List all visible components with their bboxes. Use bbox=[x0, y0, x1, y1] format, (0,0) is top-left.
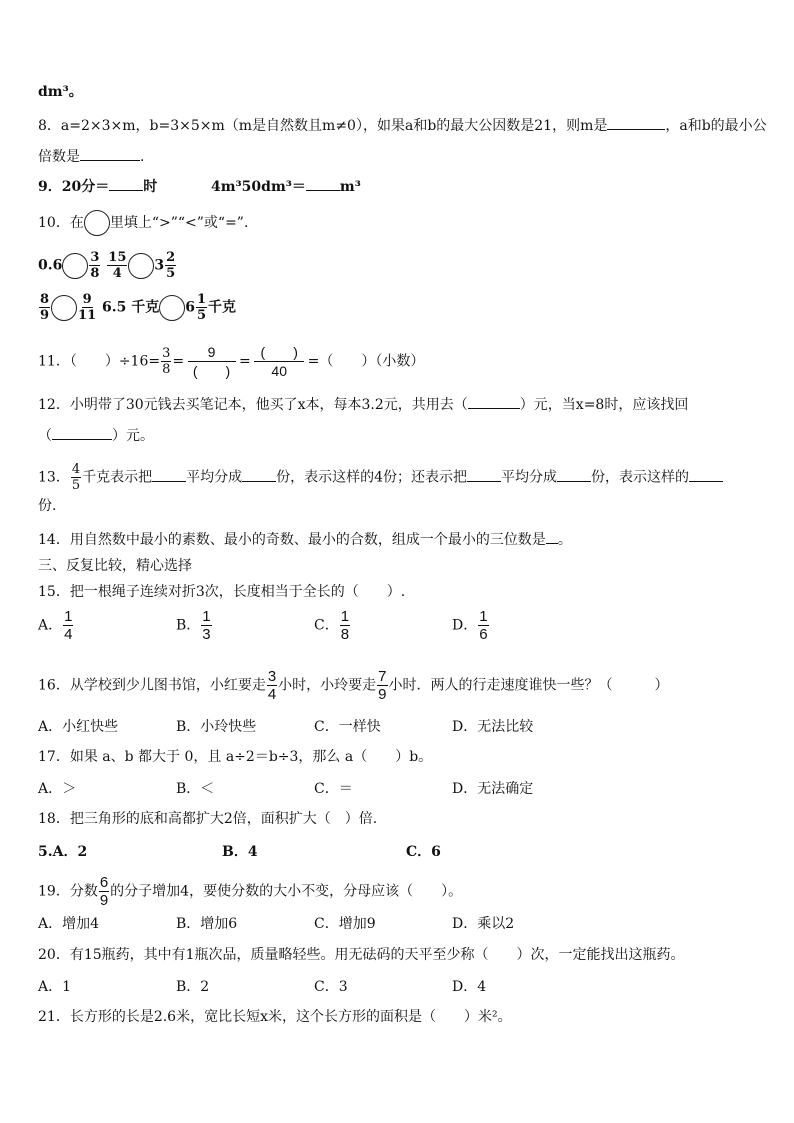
q11-equals-1: = bbox=[172, 353, 185, 370]
q12-blank-cost[interactable] bbox=[468, 394, 520, 409]
q16-option-b[interactable]: B．小玲快些 bbox=[176, 719, 257, 735]
q13-blank-2[interactable] bbox=[242, 467, 276, 482]
q10-r1-circle-2[interactable] bbox=[128, 253, 154, 279]
q12-text-3: （ bbox=[38, 428, 52, 444]
q20-option-c[interactable]: C．3 bbox=[314, 979, 348, 995]
q9-text-2: 时 bbox=[143, 179, 158, 195]
q10-r1-circle-1[interactable] bbox=[62, 253, 88, 279]
q10-r1-whole: 3 bbox=[154, 257, 165, 274]
q12-text-2: ）元，当x=8时，应该找回 bbox=[519, 397, 689, 413]
q20-option-b[interactable]: B．2 bbox=[176, 979, 210, 995]
q13-text-4: 份，表示这样的4份；还表示把 bbox=[276, 469, 468, 486]
q8-blank-lcm[interactable] bbox=[80, 146, 140, 161]
q12-text-4: ）元。 bbox=[112, 428, 154, 444]
question-16 bbox=[38, 668, 669, 703]
q9-text-4: m³ bbox=[339, 179, 361, 195]
q17-option-d[interactable]: D．无法确定 bbox=[452, 781, 534, 797]
question-18: 18．把三角形的底和高都扩大2倍，面积扩大（ ）倍. bbox=[38, 811, 378, 827]
q10-text-2: 里填上“>”“<”或“=”. bbox=[109, 215, 249, 231]
q7-tail: dm³。 bbox=[38, 84, 83, 100]
q9-text-1: 9．20分＝ bbox=[38, 179, 110, 195]
q19-option-b[interactable]: B．增加6 bbox=[176, 916, 238, 932]
q18-option-c[interactable]: C．6 bbox=[406, 844, 441, 860]
q13-blank-3[interactable] bbox=[467, 467, 501, 482]
q10-r1-fraction-3: $\frac{2}{5}$ bbox=[166, 250, 176, 281]
q13-blank-5[interactable] bbox=[689, 467, 723, 482]
q13-text-5: 平均分成 bbox=[501, 469, 558, 486]
q16-option-a[interactable]: A．小红快些 bbox=[38, 719, 119, 735]
q11-text-2: =（ ）（小数） bbox=[307, 353, 425, 370]
q19-option-d[interactable]: D．乘以2 bbox=[452, 916, 515, 932]
q10-r2-fraction-3: $\frac{1}{5}$ bbox=[197, 292, 207, 323]
question-9 bbox=[38, 176, 361, 197]
q17-option-b[interactable]: B．＜ bbox=[176, 781, 215, 797]
question-12-line-2 bbox=[38, 425, 154, 446]
q15-option-c[interactable]: C． $\frac{1}{8}$ bbox=[314, 608, 350, 643]
q19-option-a[interactable]: A．增加4 bbox=[38, 916, 100, 932]
q10-r2-fraction-2: $\frac{9}{11}$ bbox=[78, 292, 97, 323]
q14-blank[interactable] bbox=[546, 529, 558, 544]
answer-circle bbox=[84, 210, 110, 236]
q11-fraction-2[interactable]: $\frac{9}{( )}$ bbox=[189, 343, 235, 380]
question-19 bbox=[38, 874, 462, 909]
q10-r2-whole: 6 bbox=[185, 299, 195, 316]
q10-r2-unit: 千克 bbox=[208, 299, 237, 316]
q19-text-1: 19．分数 bbox=[38, 883, 98, 900]
q12-text-1: 12．小明带了30元钱去买笔记本，他买了x本，每本3.2元，共用去（ bbox=[38, 397, 468, 413]
q13-text-3: 平均分成 bbox=[186, 469, 243, 486]
q17-option-c[interactable]: C．＝ bbox=[314, 781, 353, 797]
q19-fraction: $\frac{6}{9}$ bbox=[99, 874, 109, 909]
q18-option-b[interactable]: B．4 bbox=[222, 844, 258, 860]
q10-r2-circle-2[interactable] bbox=[159, 295, 185, 321]
q15-option-b[interactable]: B． $\frac{1}{3}$ bbox=[176, 608, 211, 643]
q11-fraction-3[interactable]: $\frac{( )}{40}$ bbox=[255, 343, 303, 380]
q14-text-1: 14．用自然数中最小的素数、最小的奇数、最小的合数，组成一个最小的三位数是 bbox=[38, 532, 546, 548]
q17-option-a[interactable]: A．＞ bbox=[38, 781, 77, 797]
q12-blank-change[interactable] bbox=[52, 425, 112, 440]
question-14 bbox=[38, 529, 572, 550]
q11-fraction-1: $\frac{3}{8}$ bbox=[162, 346, 171, 377]
question-20: 20．有15瓶药，其中有1瓶次品，质量略轻些。用无砝码的天平至少称（ ）次，一定能找出这瓶药。 bbox=[38, 947, 685, 963]
q19-text-2: 的分子增加4，要使分数的大小不变，分母应该（ ）。 bbox=[110, 883, 463, 900]
q14-text-2: 。 bbox=[557, 532, 572, 548]
q8-blank-m[interactable] bbox=[607, 115, 665, 130]
question-10 bbox=[38, 210, 248, 236]
question-21: 21．长方形的长是2.6米，宽比长短x米，这个长方形的面积是（ ）米²。 bbox=[38, 1009, 512, 1025]
q13-blank-4[interactable] bbox=[557, 467, 591, 482]
question-11 bbox=[38, 343, 424, 380]
question-13-line-2: 份. bbox=[38, 498, 57, 514]
q20-option-a[interactable]: A．1 bbox=[38, 979, 72, 995]
q10-text-1: 10．在 bbox=[38, 215, 84, 231]
q8-text-4: . bbox=[140, 149, 145, 165]
q13-text-6: 份，表示这样的 bbox=[591, 469, 690, 486]
q16-text-2: 小时，小玲要走 bbox=[278, 677, 377, 694]
q9-blank-volume[interactable] bbox=[306, 176, 340, 191]
q11-text-1: 11．（ ）÷16= bbox=[38, 353, 161, 370]
q13-text-1: 13． bbox=[38, 469, 70, 486]
question-17: 17．如果 a、b 都大于 0，且 a÷2＝b÷3，那么 a（ ）b。 bbox=[38, 749, 433, 765]
q13-fraction: $\frac{4}{5}$ bbox=[71, 462, 81, 493]
q10-r1-value: 0.6 bbox=[38, 257, 63, 274]
q10-r1-fraction-2: $\frac{15}{4}$ bbox=[108, 250, 127, 281]
q19-option-c[interactable]: C．增加9 bbox=[314, 916, 376, 932]
question-12-line-1 bbox=[38, 394, 688, 415]
q16-text-3: 小时．两人的行走速度谁快一些？（ ） bbox=[388, 677, 669, 694]
q10-r1-fraction-1: $\frac{3}{8}$ bbox=[90, 250, 100, 281]
question-15: 15．把一根绳子连续对折3次，长度相当于全长的（ ）. bbox=[38, 584, 406, 600]
question-8-line-1 bbox=[38, 115, 767, 136]
q15-option-d[interactable]: D． $\frac{1}{6}$ bbox=[452, 608, 488, 643]
q20-option-d[interactable]: D．4 bbox=[452, 979, 487, 995]
q15-option-a[interactable]: A． $\frac{1}{4}$ bbox=[38, 608, 73, 643]
q11-equals-2: = bbox=[239, 353, 251, 370]
q9-text-3: 4m³50dm³＝ bbox=[210, 179, 306, 195]
q13-blank-1[interactable] bbox=[152, 467, 186, 482]
q13-text-2: 千克表示把 bbox=[82, 469, 153, 486]
q10-r2-fraction-1: $\frac{8}{9}$ bbox=[40, 292, 50, 323]
question-8-line-2 bbox=[38, 146, 144, 167]
q10-row-2 bbox=[38, 292, 236, 323]
q10-r2-circle-1[interactable] bbox=[51, 295, 77, 321]
question-13-line-1 bbox=[38, 462, 723, 493]
q16-fraction-2: $\frac{7}{9}$ bbox=[378, 668, 387, 703]
section-3-heading: 三、反复比较，精心选择 bbox=[38, 558, 192, 574]
q9-blank-hours[interactable] bbox=[109, 176, 143, 191]
q16-fraction-1: $\frac{3}{4}$ bbox=[267, 668, 277, 703]
q8-text-2: ，a和b的最小公 bbox=[665, 118, 767, 134]
q18-option-a[interactable]: 5.A．2 bbox=[38, 844, 88, 860]
q8-text-3: 倍数是 bbox=[38, 149, 80, 165]
q16-text-1: 16．从学校到少儿图书馆，小红要走 bbox=[38, 677, 266, 694]
q10-r2-weight: 6.5 千克 bbox=[102, 299, 160, 316]
q16-option-c[interactable]: C．一样快 bbox=[314, 719, 381, 735]
q8-text-1: 8．a=2×3×m，b=3×5×m（m是自然数且m≠0），如果a和b的最大公因数是21，则m是 bbox=[38, 118, 608, 134]
q10-row-1 bbox=[38, 250, 177, 281]
q16-option-d[interactable]: D．无法比较 bbox=[452, 719, 534, 735]
